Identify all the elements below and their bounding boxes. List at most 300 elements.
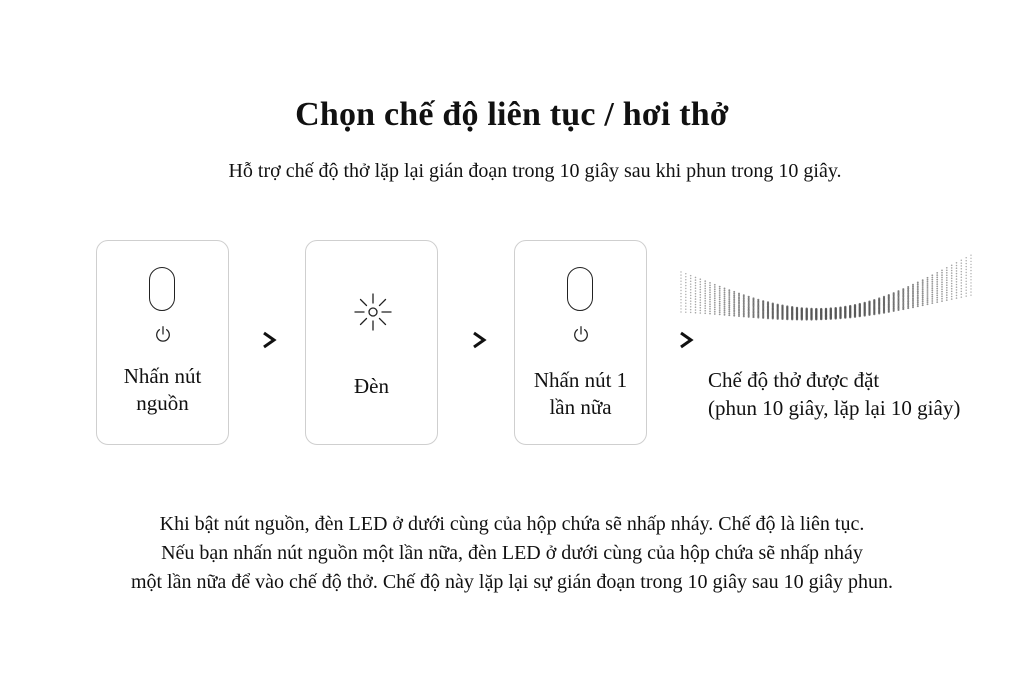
mist-dot xyxy=(965,289,966,290)
mist-dot xyxy=(946,282,948,284)
mist-dot xyxy=(927,289,929,291)
mist-dot xyxy=(927,291,929,293)
mist-dot xyxy=(917,283,919,285)
mist-dot xyxy=(704,310,706,312)
mist-dot xyxy=(941,296,943,298)
mist-dot xyxy=(922,300,924,302)
mist-dot xyxy=(733,304,735,306)
mist-dot xyxy=(680,302,681,303)
mist-dot xyxy=(690,309,692,311)
mist-dot xyxy=(927,301,929,303)
mist-dot xyxy=(709,287,711,289)
mist-dot xyxy=(709,292,711,294)
mist-dot xyxy=(844,316,846,318)
mist-dot xyxy=(810,318,812,320)
step-label-line: nguồn xyxy=(136,391,189,415)
mist-dot xyxy=(695,279,697,281)
mist-dot xyxy=(970,270,971,271)
mist-dot xyxy=(685,282,686,283)
mist-dot xyxy=(699,278,701,280)
mist-dot xyxy=(690,289,692,291)
mist-dot xyxy=(936,295,938,297)
mist-dot xyxy=(724,296,726,298)
mist-dot xyxy=(724,306,726,308)
mist-dot xyxy=(709,301,711,303)
mist-dot xyxy=(970,258,971,259)
mist-dot xyxy=(685,306,686,307)
mist-dot xyxy=(728,312,730,314)
mist-dot xyxy=(719,288,721,290)
mist-dot xyxy=(970,273,971,274)
mist-dot xyxy=(868,314,870,316)
mist-dot xyxy=(936,281,938,283)
mist-dot xyxy=(951,270,953,272)
mist-dot xyxy=(946,274,948,276)
mist-dot xyxy=(695,290,697,292)
step-label-line: Nhấn nút xyxy=(123,364,202,388)
mist-dot xyxy=(724,287,726,289)
mist-dot xyxy=(936,299,938,301)
mist-dot xyxy=(956,267,958,269)
mist-dot xyxy=(946,294,948,296)
mist-dot xyxy=(946,284,948,286)
mist-dot xyxy=(917,294,919,296)
mist-dot xyxy=(951,293,953,295)
mist-dot xyxy=(714,306,716,308)
mist-dot xyxy=(709,299,711,301)
mist-dot xyxy=(961,288,963,290)
mist-dot xyxy=(922,293,924,295)
mist-dot xyxy=(951,264,953,266)
mist-dot xyxy=(714,286,716,288)
mist-dot xyxy=(917,300,919,302)
mist-dot xyxy=(728,293,730,295)
mist-dot xyxy=(931,287,933,289)
mist-dot xyxy=(690,312,692,314)
mist-dot xyxy=(728,297,730,299)
mist-dot xyxy=(927,279,929,281)
mist-dot xyxy=(704,307,706,309)
mist-dot xyxy=(946,287,948,289)
mist-dot xyxy=(946,277,948,279)
mist-dot xyxy=(931,283,933,285)
mist-dot xyxy=(695,306,697,308)
mist-dot xyxy=(714,311,716,313)
mist-dot xyxy=(922,289,924,291)
mist-dot xyxy=(719,294,721,296)
mist-dot xyxy=(946,289,948,291)
arrow-right-icon xyxy=(260,330,280,350)
mist-dot xyxy=(970,282,971,283)
mist-dot xyxy=(941,270,943,272)
mist-dot xyxy=(685,311,686,312)
mist-dot xyxy=(685,300,686,301)
mist-dot xyxy=(873,313,875,315)
mist-dot xyxy=(951,285,953,287)
mist-dot xyxy=(680,299,681,300)
mist-dot xyxy=(719,298,721,300)
mist-dot xyxy=(728,291,730,293)
mist-dot xyxy=(695,277,697,279)
mist-dot xyxy=(724,312,726,314)
mist-dot xyxy=(951,288,953,290)
mist-dot xyxy=(738,303,740,305)
mist-dot xyxy=(733,302,735,304)
mist-wave-icon xyxy=(676,240,976,350)
step-label-line: Nhấn nút 1 xyxy=(533,368,628,392)
mist-dot xyxy=(699,307,701,309)
mist-dot xyxy=(961,294,963,296)
mist-dot xyxy=(931,300,933,302)
mist-dot xyxy=(956,265,958,267)
mist-dot xyxy=(728,314,730,316)
mist-dot xyxy=(685,288,686,289)
mist-dot xyxy=(917,287,919,289)
mist-dot xyxy=(936,292,938,294)
mist-dot xyxy=(961,291,963,293)
mist-dot xyxy=(961,265,963,267)
mist-dot xyxy=(680,311,681,312)
mist-dot xyxy=(970,279,971,280)
mist-dot xyxy=(695,301,697,303)
mist-dot xyxy=(917,291,919,293)
mist-dot xyxy=(699,312,701,314)
mist-dot xyxy=(965,284,966,285)
mist-dot xyxy=(733,309,735,311)
mist-dot xyxy=(965,287,966,288)
mist-dot xyxy=(854,316,856,318)
step-label-line: Đèn xyxy=(354,374,389,398)
mist-dot xyxy=(961,268,963,270)
mist-dot xyxy=(695,287,697,289)
mist-dot xyxy=(936,286,938,288)
mist-dot xyxy=(912,296,914,298)
mist-dot xyxy=(951,296,953,298)
mist-dot xyxy=(719,296,721,298)
mist-dot xyxy=(927,303,929,305)
mist-dot xyxy=(961,262,963,264)
mist-dot xyxy=(931,279,933,281)
mist-dot xyxy=(922,295,924,297)
mist-dot xyxy=(714,304,716,306)
mist-dot xyxy=(849,316,851,318)
mist-dot xyxy=(931,277,933,279)
mist-dot xyxy=(709,310,711,312)
mist-dot xyxy=(728,307,730,309)
mist-dot xyxy=(946,297,948,299)
step-label xyxy=(97,363,228,417)
mist-dot xyxy=(941,288,943,290)
mist-dot xyxy=(917,305,919,307)
mist-dot xyxy=(956,284,958,286)
mist-dot xyxy=(685,279,686,280)
mist-dot xyxy=(961,259,963,261)
mist-dot xyxy=(690,295,692,297)
mist-dot xyxy=(690,280,692,282)
mist-dot xyxy=(704,298,706,300)
mist-dot xyxy=(956,297,958,299)
mist-dot xyxy=(917,282,919,284)
mist-dot xyxy=(825,318,827,320)
mist-dot xyxy=(830,318,832,320)
mist-dot xyxy=(695,293,697,295)
mist-dot xyxy=(970,267,971,268)
mist-dot xyxy=(951,283,953,285)
mist-dot xyxy=(931,302,933,304)
mist-dot xyxy=(936,297,938,299)
mist-dot xyxy=(820,318,822,320)
mist-dot xyxy=(709,284,711,286)
mist-dot xyxy=(709,296,711,298)
mist-dot xyxy=(704,288,706,290)
mist-dot xyxy=(936,288,938,290)
mist-dot xyxy=(704,280,706,282)
mist-dot xyxy=(724,294,726,296)
mist-dot xyxy=(680,296,681,297)
mist-dot xyxy=(917,298,919,300)
mist-dot xyxy=(922,285,924,287)
mist-dot xyxy=(917,289,919,291)
mist-dot xyxy=(965,269,966,270)
mist-dot xyxy=(709,289,711,291)
mist-dot xyxy=(941,293,943,295)
mist-dot xyxy=(946,279,948,281)
device-icon xyxy=(567,267,593,311)
mist-dot xyxy=(699,289,701,291)
mist-dot xyxy=(733,298,735,300)
mist-dot xyxy=(956,295,958,297)
mist-dot xyxy=(927,297,929,299)
mist-dot xyxy=(704,283,706,285)
mist-dot xyxy=(685,291,686,292)
mist-dot xyxy=(961,271,963,273)
mist-dot xyxy=(719,307,721,309)
mist-dot xyxy=(970,254,971,255)
mist-dot xyxy=(941,284,943,286)
mist-dot xyxy=(951,290,953,292)
mist-dot xyxy=(685,285,686,286)
mist-dot xyxy=(806,318,808,320)
mist-dot xyxy=(719,313,721,315)
mist-dot xyxy=(922,298,924,300)
mist-dot xyxy=(931,274,933,276)
mist-dot xyxy=(946,272,948,274)
mist-dot xyxy=(936,272,938,274)
mist-dot xyxy=(680,280,681,281)
mist-dot xyxy=(970,288,971,289)
mist-dot xyxy=(680,293,681,294)
mist-dot xyxy=(951,280,953,282)
mist-dot xyxy=(951,267,953,269)
mist-dot xyxy=(927,295,929,297)
mist-dot xyxy=(724,300,726,302)
mist-dot xyxy=(922,287,924,289)
mist-dot xyxy=(695,282,697,284)
mist-dot xyxy=(965,260,966,261)
mist-dot xyxy=(917,285,919,287)
mist-dot xyxy=(781,318,783,320)
mist-dot xyxy=(695,312,697,314)
mist-dot xyxy=(719,292,721,294)
mist-dot xyxy=(699,286,701,288)
mist-dot xyxy=(728,310,730,312)
mist-dot xyxy=(704,290,706,292)
mist-dot xyxy=(767,317,769,319)
mist-dot xyxy=(724,304,726,306)
mist-dot xyxy=(927,287,929,289)
mist-dot xyxy=(965,257,966,258)
mist-dot xyxy=(907,307,909,309)
mist-dot xyxy=(917,292,919,294)
mist-dot xyxy=(690,306,692,308)
mist-dot xyxy=(931,289,933,291)
mist-dot xyxy=(936,290,938,292)
mist-dot xyxy=(699,302,701,304)
mist-dot xyxy=(733,306,735,308)
light-icon xyxy=(350,289,396,335)
mist-dot xyxy=(970,264,971,265)
mist-dot xyxy=(965,281,966,282)
mist-dot xyxy=(685,276,686,277)
mist-dot xyxy=(685,273,686,274)
step-label-line: lần nữa xyxy=(549,395,612,419)
mist-dot xyxy=(719,309,721,311)
mist-dot xyxy=(690,300,692,302)
mist-dot xyxy=(927,277,929,279)
mist-dot xyxy=(927,285,929,287)
mist-dot xyxy=(772,317,774,319)
mist-dot xyxy=(738,315,740,317)
mist-dot xyxy=(714,297,716,299)
mist-dot xyxy=(941,277,943,279)
mist-dot xyxy=(956,286,958,288)
mist-dot xyxy=(922,304,924,306)
mist-dot xyxy=(922,297,924,299)
arrow-right-icon xyxy=(470,330,490,350)
mist-dot xyxy=(714,284,716,286)
mist-dot xyxy=(690,303,692,305)
mist-dot xyxy=(690,275,692,277)
mist-dot xyxy=(714,309,716,311)
mist-dot xyxy=(724,289,726,291)
mist-dot xyxy=(738,312,740,314)
mist-dot xyxy=(728,289,730,291)
mist-dot xyxy=(965,278,966,279)
mist-dot xyxy=(922,291,924,293)
mist-dot xyxy=(733,313,735,315)
mist-dot xyxy=(931,294,933,296)
mist-dot xyxy=(690,278,692,280)
mist-dot xyxy=(714,300,716,302)
mist-dot xyxy=(970,261,971,262)
mist-dot xyxy=(956,262,958,264)
mist-dot xyxy=(695,298,697,300)
mist-dot xyxy=(931,285,933,287)
mist-dot xyxy=(724,314,726,316)
mist-dot xyxy=(941,274,943,276)
mist-dot xyxy=(699,294,701,296)
mist-dot xyxy=(752,316,754,318)
device-icon xyxy=(149,267,175,311)
mist-dot xyxy=(699,299,701,301)
mist-dot xyxy=(719,301,721,303)
mist-dot xyxy=(961,279,963,281)
mist-dot xyxy=(965,263,966,264)
mist-dot xyxy=(956,281,958,283)
mist-dot xyxy=(912,303,914,305)
mist-dot xyxy=(931,296,933,298)
mist-dot xyxy=(936,277,938,279)
mist-dot xyxy=(685,297,686,298)
description-line: Nếu bạn nhấn nút nguồn một lần nữa, đèn LED ở dưới cùng của hộp chứa sẽ nhấp nháy xyxy=(161,542,863,564)
mist-dot xyxy=(946,269,948,271)
mist-dot xyxy=(956,292,958,294)
mist-dot xyxy=(714,295,716,297)
mist-dot xyxy=(757,316,759,318)
mist-dot xyxy=(699,297,701,299)
mist-dot xyxy=(704,303,706,305)
mist-dot xyxy=(961,276,963,278)
mist-dot xyxy=(777,318,779,320)
mist-dot xyxy=(936,301,938,303)
mist-dot xyxy=(956,273,958,275)
mist-dot xyxy=(724,302,726,304)
mist-dot xyxy=(893,310,895,312)
mist-dot xyxy=(936,279,938,281)
mist-dot xyxy=(714,291,716,293)
mist-dot xyxy=(941,286,943,288)
mist-dot xyxy=(902,308,904,310)
mist-dot xyxy=(936,274,938,276)
mist-dot xyxy=(936,283,938,285)
mist-dot xyxy=(912,287,914,289)
mist-dot xyxy=(704,305,706,307)
page-subtitle: Hỗ trợ chế độ thở lặp lại gián đoạn trong 10 giây sau khi phun trong 10 giây. xyxy=(228,160,842,182)
mist-dot xyxy=(965,266,966,267)
mist-dot xyxy=(680,290,681,291)
mist-dot xyxy=(714,288,716,290)
mist-dot xyxy=(951,272,953,274)
mist-dot xyxy=(685,303,686,304)
power-icon xyxy=(154,325,172,343)
mist-dot xyxy=(704,300,706,302)
mist-dot xyxy=(941,281,943,283)
mist-dot xyxy=(961,274,963,276)
result-line: Chế độ thở được đặt xyxy=(708,368,880,392)
mist-dot xyxy=(719,305,721,307)
mist-dot xyxy=(680,305,681,306)
mist-dot xyxy=(786,318,788,320)
mist-dot xyxy=(791,318,793,320)
mist-dot xyxy=(961,285,963,287)
mist-dot xyxy=(931,298,933,300)
mist-dot xyxy=(965,292,966,293)
mist-dot xyxy=(917,302,919,304)
mist-dot xyxy=(680,284,681,285)
mist-dot xyxy=(733,300,735,302)
mist-dot xyxy=(709,308,711,310)
mist-dot xyxy=(970,291,971,292)
mist-dot xyxy=(714,293,716,295)
mist-dot xyxy=(733,296,735,298)
mist-dot xyxy=(699,304,701,306)
mist-dot xyxy=(709,282,711,284)
mist-dot xyxy=(733,311,735,313)
mist-dot xyxy=(724,310,726,312)
mist-dot xyxy=(695,309,697,311)
mist-dot xyxy=(922,302,924,304)
power-icon xyxy=(572,325,590,343)
